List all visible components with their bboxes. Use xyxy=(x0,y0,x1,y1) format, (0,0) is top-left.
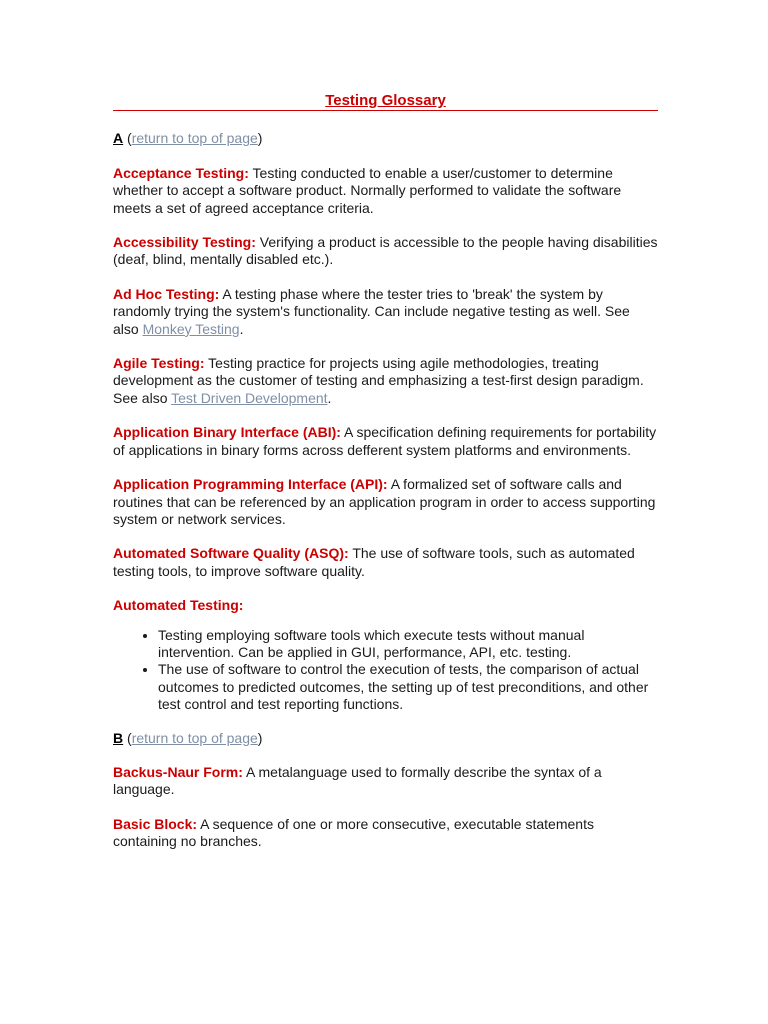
definition-bullet-list xyxy=(113,627,658,714)
glossary-entry-automated-software-quality-asq xyxy=(113,545,658,580)
glossary-entry-agile-testing xyxy=(113,355,658,407)
glossary-definition: The use of software tools, such as automated testing tools, to improve software quality. xyxy=(113,545,635,579)
glossary-entry-backus-naur-form xyxy=(113,764,658,799)
glossary-entry-application-programming-interface-api xyxy=(113,476,658,528)
glossary-definition: A specification defining requirements for portability of applications in binary forms across defferent system platforms and environments. xyxy=(113,424,657,458)
glossary-entry-ad-hoc-testing xyxy=(113,286,658,338)
glossary-definition: Verifying a product is accessible to the people having disabilities (deaf, blind, mentally disabled etc.). xyxy=(113,234,658,268)
list-item: • The use of software to control the execution of tests, the comparison of actual outcomes to predicted outcomes, the setting up of test preconditions, and other test control and test reporting functions. xyxy=(158,661,658,713)
see-also-link-monkey-testing[interactable]: Monkey Testing xyxy=(142,320,240,337)
section-letter: A xyxy=(113,130,124,147)
glossary-entry-basic-block xyxy=(113,816,658,851)
section-letter: B xyxy=(113,729,124,746)
glossary-definition: Testing practice for projects using agile methodologies, treating development as the customer of testing and emphasizing a test-first design paradigm. See also xyxy=(113,355,644,406)
glossary-entry-automated-testing xyxy=(113,597,658,614)
glossary-term: Agile Testing: xyxy=(113,355,205,372)
glossary-term: Basic Block: xyxy=(113,815,198,832)
glossary-definition: A sequence of one or more consecutive, executable statements containing no branches. xyxy=(113,815,594,850)
glossary-definition: A formalized set of software calls and routines that can be referenced by an application program in order to access supporting system or network services. xyxy=(113,476,656,527)
glossary-term: Application Binary Interface (ABI): xyxy=(113,424,341,441)
title-rule xyxy=(113,92,658,111)
glossary-term: Automated Testing: xyxy=(113,597,244,614)
glossary-entry-application-binary-interface-abi xyxy=(113,424,658,459)
glossary-content xyxy=(113,92,658,868)
return-to-top-link[interactable]: return to top of page xyxy=(131,729,258,746)
glossary-term: Accessibility Testing: xyxy=(113,234,256,251)
see-also-link-test-driven-development[interactable]: Test Driven Development xyxy=(171,389,328,406)
page-title: Testing Glossary xyxy=(325,92,446,109)
glossary-term: Backus-Naur Form: xyxy=(113,763,243,780)
glossary-definition: A testing phase where the tester tries to 'break' the system by randomly trying the system's functionality. Can include negative testing as well. See also xyxy=(113,285,630,337)
glossary-term: Acceptance Testing: xyxy=(113,164,249,181)
glossary-entry-acceptance-testing xyxy=(113,165,658,217)
trailing-punctuation: . xyxy=(327,389,332,406)
return-to-top-link[interactable]: return to top of page xyxy=(131,130,258,147)
glossary-definition: A metalanguage used to formally describe the syntax of a language. xyxy=(113,763,602,798)
trailing-punctuation: . xyxy=(239,320,244,337)
section-heading-a: A (return to top of page) xyxy=(113,130,263,147)
list-item: • Testing employing software tools which execute tests without manual intervention. Can be applied in GUI, performance, API, etc. testing. xyxy=(158,627,658,662)
glossary-definition: Testing conducted to enable a user/customer to determine whether to accept a software product. Normally performed to validate the software meets a set of agreed acceptance criteria. xyxy=(113,164,622,216)
glossary-term: Application Programming Interface (API): xyxy=(113,476,388,493)
section-heading-b: B (return to top of page) xyxy=(113,729,263,746)
glossary-entry-accessibility-testing xyxy=(113,234,658,269)
glossary-term: Ad Hoc Testing: xyxy=(113,285,220,302)
glossary-term: Automated Software Quality (ASQ): xyxy=(113,545,349,562)
